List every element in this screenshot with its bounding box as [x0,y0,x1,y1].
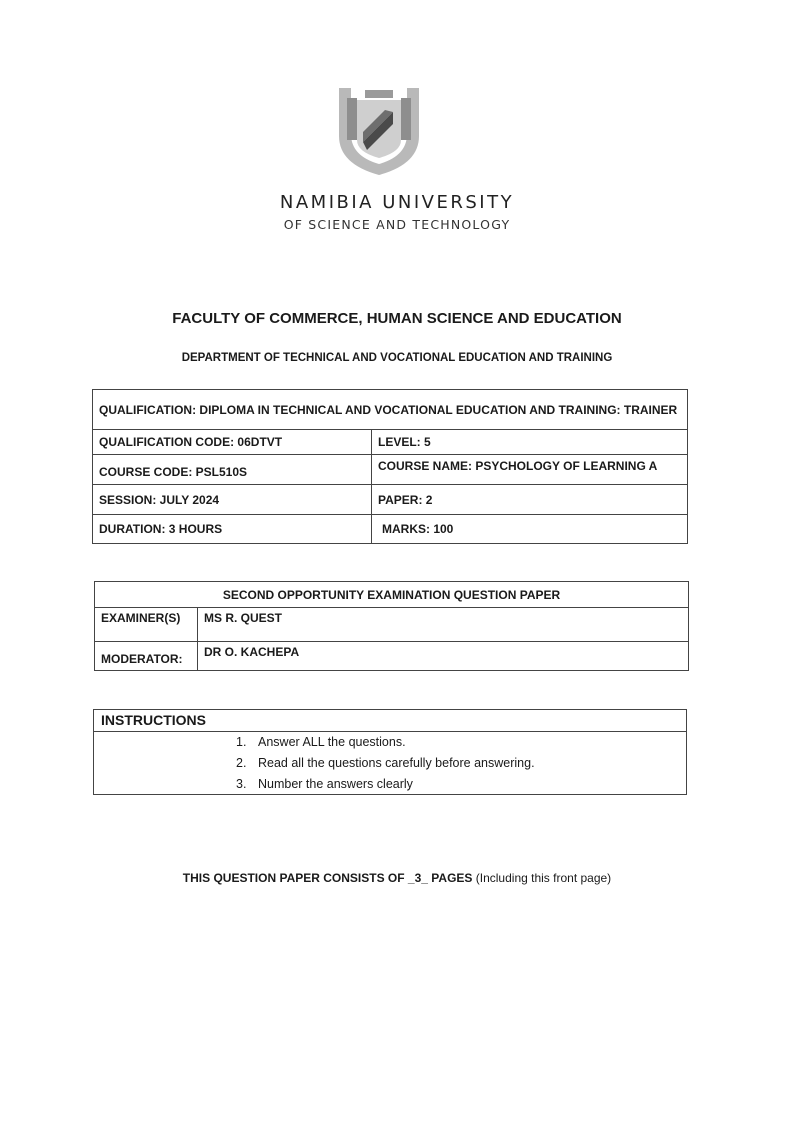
page-count-normal: (Including this front page) [475,871,612,885]
moderator-value: DR O. KACHEPA [198,642,689,671]
instructions-heading: INSTRUCTIONS [94,710,686,732]
instruction-text: Number the answers clearly [258,777,413,791]
paper: PAPER: 2 [372,485,688,515]
university-logo [335,84,423,176]
page-count-bold: THIS QUESTION PAPER CONSISTS OF _3_ PAGES [182,871,473,885]
level: LEVEL: 5 [372,430,688,455]
qualification-table [92,389,688,544]
instruction-number: 2. [236,756,247,770]
moderator-label: MODERATOR: [95,642,198,671]
duration: DURATION: 3 HOURS [93,515,372,544]
instructions-list [94,732,686,795]
marks: MARKS: 100 [372,515,688,544]
instruction-text: Read all the questions carefully before answering. [258,756,535,770]
exam-details-table [94,581,689,671]
session: SESSION: JULY 2024 [93,485,372,515]
instruction-item [94,732,686,753]
instruction-text: Answer ALL the questions. [258,735,406,749]
university-subname: OF SCIENCE AND TECHNOLOGY [283,217,511,232]
university-name: NAMIBIA UNIVERSITY [279,192,515,213]
instruction-number: 3. [236,777,247,791]
instructions-box [93,709,687,795]
qualification-code: QUALIFICATION CODE: 06DTVT [93,430,372,455]
examiner-label: EXAMINER(S) [95,608,198,642]
instruction-item [94,753,686,774]
qualification-title: QUALIFICATION: DIPLOMA IN TECHNICAL AND VOCATIONAL EDUCATION AND TRAINING: TRAINER [93,390,688,430]
page-count-note [0,871,794,885]
course-name: COURSE NAME: PSYCHOLOGY OF LEARNING A [372,455,688,485]
department-title: DEPARTMENT OF TECHNICAL AND VOCATIONAL EDUCATION AND TRAINING [181,352,613,364]
examiner-value: MS R. QUEST [198,608,689,642]
faculty-title: FACULTY OF COMMERCE, HUMAN SCIENCE AND EDUCATION [172,310,622,327]
instruction-number: 1. [236,735,247,749]
course-code: COURSE CODE: PSL510S [93,455,372,485]
instruction-item [94,774,686,795]
exam-heading: SECOND OPPORTUNITY EXAMINATION QUESTION PAPER [95,582,689,608]
